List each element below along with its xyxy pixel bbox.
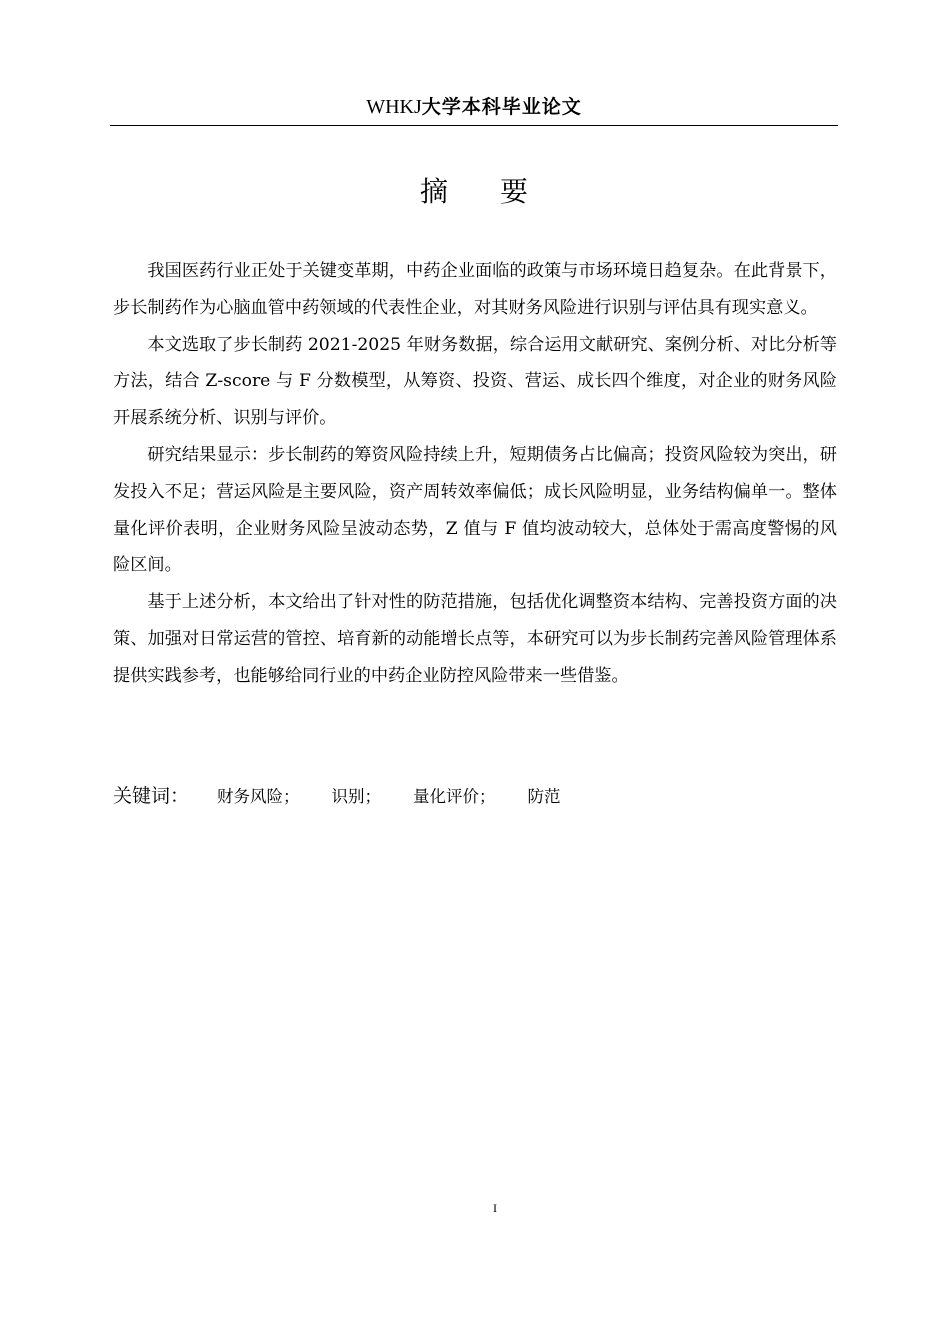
page-header	[110, 92, 838, 126]
header-title: 大学本科毕业论文	[421, 96, 582, 118]
abstract-paragraph: 基于上述分析，本文给出了针对性的防范措施，包括优化调整资本结构、完善投资方面的决策、加强对日常运营的管控、培育新的动能增长点等，本研究可以为步长制药完善风险管理体系提供实践参考，也能够给同行业的中药企业防控风险带来一些借鉴。	[113, 592, 837, 686]
keyword-item: 财务风险；	[217, 787, 300, 806]
page-number: I	[493, 1201, 497, 1215]
keyword-item: 量化评价；	[413, 787, 496, 806]
keywords-line	[113, 779, 837, 814]
abstract-paragraph: 我国医药行业正处于关键变革期，中药企业面临的政策与市场环境日趋复杂。在此背景下，步长制药作为心脑血管中药领域的代表性企业，对其财务风险进行识别与评估具有现实意义。	[113, 261, 837, 318]
keyword-item: 识别；	[331, 787, 382, 806]
abstract-body	[113, 253, 837, 695]
header-prefix: WHKJ	[366, 96, 422, 118]
header-divider	[110, 125, 838, 126]
abstract-heading: 摘要	[419, 175, 580, 208]
keyword-item: 防范	[527, 787, 561, 806]
abstract-paragraph: 研究结果显示：步长制药的筹资风险持续上升，短期债务占比偏高；投资风险较为突出，研发投入不足；营运风险是主要风险，资产周转效率偏低；成长风险明显，业务结构偏单一。整体量化评价表明，企业财务风险呈波动态势，Z 值与 F 值均波动较大，总体处于需高度警惕的风险区间。	[113, 444, 837, 576]
keywords-label: 关键词：	[113, 785, 190, 807]
abstract-paragraph: 本文选取了步长制药 2021-2025 年财务数据，综合运用文献研究、案例分析、对比分析等方法，结合 Z-score 与 F 分数模型，从筹资、投资、营运、成长四个维度，对企业的财务风险开展系统分析、识别与评价。	[113, 334, 837, 429]
